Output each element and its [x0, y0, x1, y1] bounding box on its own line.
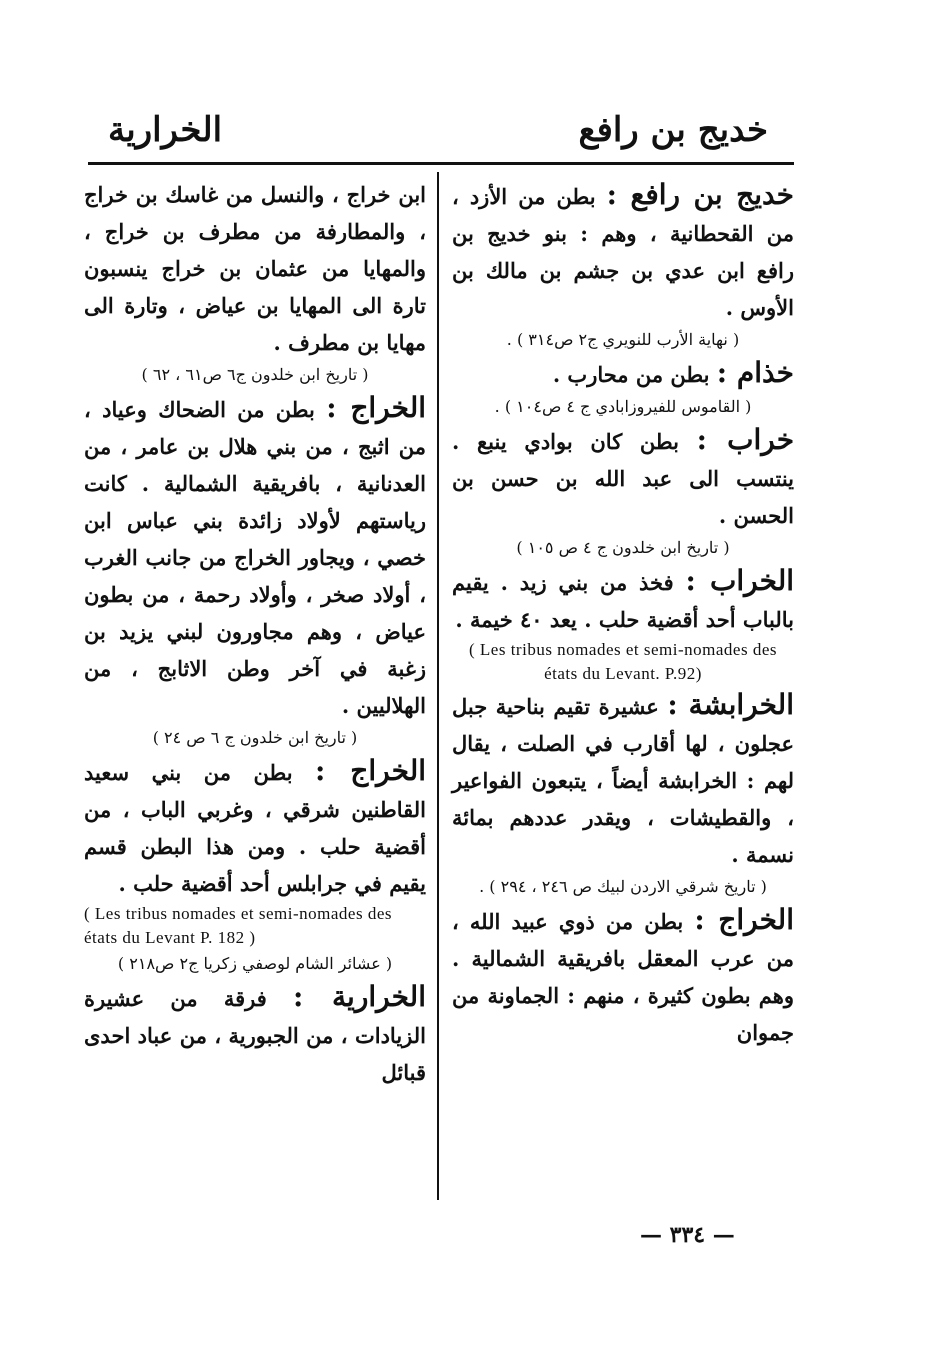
entry-paragraph [452, 176, 794, 326]
source-reference: ( تاريخ شرقي الاردن لبيك ص ٢٤٦ ، ٢٩٤ ) . [479, 877, 767, 896]
source-reference: ( نهاية الأرب للنويري ج٢ ص٣١٤ ) . [506, 330, 740, 349]
entry-heading: الخراب : [685, 564, 794, 597]
source-reference: ( عشائر الشام لوصفي زكريا ج٢ ص٢١٨ ) [117, 954, 393, 973]
entry-heading: خراب : [696, 423, 794, 456]
entry-paragraph [452, 421, 794, 534]
entry-paragraph [84, 389, 426, 724]
source-reference: ( تاريخ ابن خلدون ج٦ ص٦١ ، ٦٢ ) [141, 365, 369, 384]
entry-text: عشيرة تقيم بناحية جبل عجلون ، لها أقارب في الصلت ، يقال لهم : الخرابشة أيضاً ، يتبعون الفواعير ، والقطيشات ، ويقدر عددهم بمائة نسمة . [452, 694, 794, 867]
entry-text: بطن كان بوادي ينبع . ينتسب الى عبد الله بن حسن بن الحسن . [452, 429, 794, 528]
header-rule [88, 162, 794, 165]
entry-text: بطن من الضحاك وعياد ، من اثبج ، من بني هلال بن عامر ، من العدنانية ، بافريقية الشمالية . كانت رياستهم لأولاد زائدة بني عباس ابن خصي ، ويجاور الخراج من جانب الغرب ، أولاد صخر ، وأولاد رحمة ، من بطون عياض ، وهم مجاورون لبني يزيد بن زغبة في آخر وطن الاثابج ، من الهلاليين . [84, 397, 426, 718]
entry-heading: الخراج : [694, 903, 794, 936]
entry-paragraph [452, 354, 794, 393]
french-reference: ( Les tribus nomades et semi-nomades des états du Levant. P.92) [469, 640, 777, 683]
entry-paragraph [452, 901, 794, 1051]
entry-text: بطن من ذوي عبيد الله ، من عرب المعقل بافريقية الشمالية . وهم بطون كثيرة ، منهم : الجماونة من جموان [452, 909, 794, 1045]
entry-paragraph [452, 562, 794, 638]
entry-text: فخذ من بني زيد . يقيم بالباب أحد أقضية حلب . يعد ٤٠ خيمة . [452, 570, 794, 632]
entry-text: بطن من محارب . [552, 362, 710, 387]
running-header-left: الخرارية [108, 110, 223, 150]
source-reference: ( تاريخ ابن خلدون ج ٤ ص ١٠٥ ) [516, 538, 730, 557]
continuation-paragraph: ابن خراج ، والنسل من غاسك بن خراج ، والمطارفة من مطرف بن خراج ، والمهايا من عثمان بن خراج ينسبون تارة الى المهايا بن عياض ، وتارة الى مهايا بن مطرف . [84, 182, 426, 355]
french-reference: ( Les tribus nomades et semi-nomades des états du Levant P. 182 ) [84, 904, 392, 947]
entry-text: بطن من الأزد ، من القحطانية ، وهم : بنو خديج بن رافع ابن عدي بن جشم بن مالك بن الأوس . [452, 184, 794, 320]
column-divider [437, 172, 439, 1200]
entry-text: فرقة من عشيرة الزيادات ، من الجبورية ، من عباد احدى قبائل [84, 986, 426, 1085]
page-number: — ٣٣٤ — [640, 1222, 735, 1248]
entry-text: بطن من بني سعيد القاطنين شرقي ، وغربي الباب ، من أقضية حلب . ومن هذا البطن قسم يقيم في جرابلس أحد أقضية حلب . [84, 760, 426, 896]
entry-heading: الخرارية : [293, 980, 426, 1013]
entry-heading: الخراج : [326, 391, 427, 424]
running-header-right: خديج بن رافع [578, 110, 768, 150]
right-column [452, 176, 794, 1051]
entry-heading: الخراج : [315, 754, 426, 787]
entry-paragraph [84, 752, 426, 902]
source-reference: ( القاموس للفيروزابادي ج ٤ ص١٠٤ ) . [494, 397, 752, 416]
entry-paragraph [452, 686, 794, 873]
entry-paragraph [84, 978, 426, 1091]
entry-heading: خذام : [716, 356, 794, 389]
entry-heading: الخرابشة : [667, 688, 794, 721]
left-column [84, 176, 426, 1091]
entry-heading: خديج بن رافع : [606, 178, 794, 211]
source-reference: ( تاريخ ابن خلدون ج ٦ ص ٢٤ ) [152, 728, 358, 747]
